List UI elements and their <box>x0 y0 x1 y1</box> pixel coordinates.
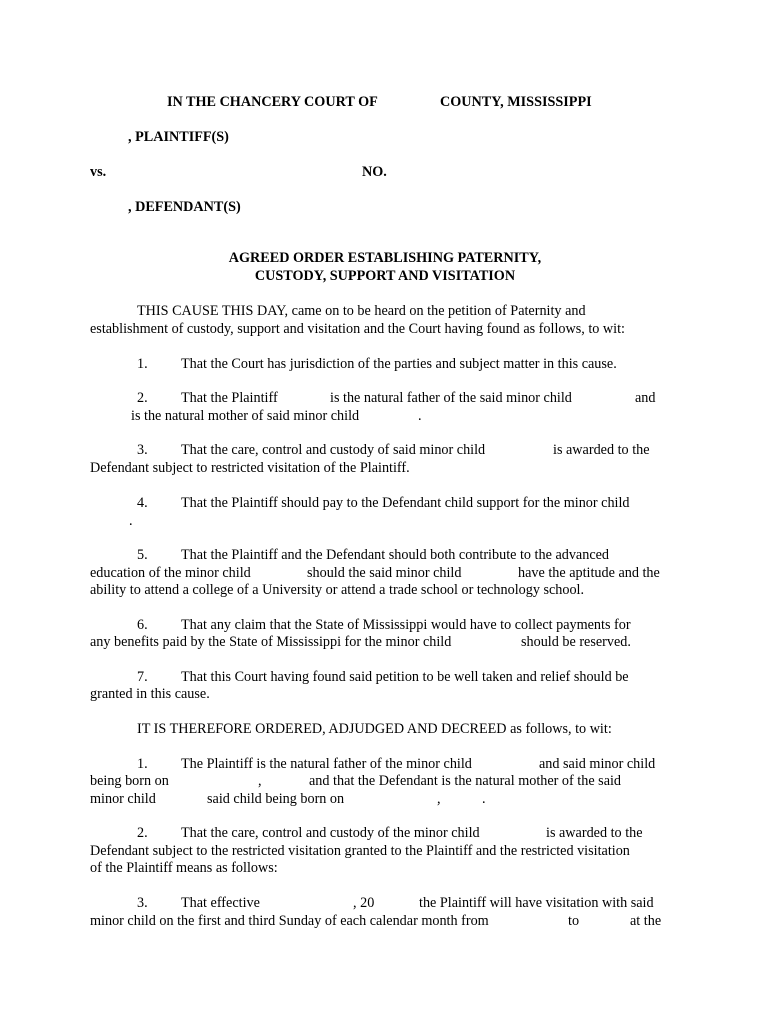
finding-5-line2-a: education of the minor child <box>90 565 251 581</box>
order-2-line3: of the Plaintiff means as follows: <box>90 860 278 876</box>
order-1-number: 1. <box>137 756 148 772</box>
finding-1-number: 1. <box>137 356 148 372</box>
finding-4-text: That the Plaintiff should pay to the Defendant child support for the minor child <box>181 495 630 511</box>
order-3-line2-c: at the <box>630 913 662 929</box>
order-2-text-b: is awarded to the <box>546 825 643 841</box>
order-1-line3-a: minor child <box>90 791 156 807</box>
finding-6-text: That any claim that the State of Mississippi would have to collect payments for <box>181 617 631 633</box>
court-name-prefix: IN THE CHANCERY COURT OF <box>167 94 378 110</box>
order-2-number: 2. <box>137 825 148 841</box>
finding-6-line2-a: any benefits paid by the State of Mississippi for the minor child <box>90 634 452 650</box>
court-name-suffix: COUNTY, MISSISSIPPI <box>440 94 592 110</box>
finding-7-number: 7. <box>137 669 148 685</box>
order-2-text-a: That the care, control and custody of the minor child <box>181 825 480 841</box>
finding-5-text: That the Plaintiff and the Defendant should both contribute to the advanced <box>181 547 610 563</box>
order-1-line2-a: being born on <box>90 773 169 789</box>
finding-2-text-c: and <box>635 390 656 406</box>
order-title-line1: AGREED ORDER ESTABLISHING PATERNITY, <box>228 250 542 266</box>
finding-3-text-b: is awarded to the <box>553 442 650 458</box>
order-2-line2: Defendant subject to the restricted visitation granted to the Plaintiff and the restricted visitation <box>90 843 630 859</box>
order-3-line2-b: to <box>568 913 580 929</box>
finding-3-text-a: That the care, control and custody of said minor child <box>181 442 486 458</box>
finding-1-text: That the Court has jurisdiction of the parties and subject matter in this cause. <box>181 356 617 372</box>
ordered-heading: IT IS THEREFORE ORDERED, ADJUDGED AND DECREED as follows, to wit: <box>137 721 612 737</box>
finding-4-number: 4. <box>137 495 148 511</box>
order-title-line2: CUSTODY, SUPPORT AND VISITATION <box>254 268 516 284</box>
finding-2-line2-b: . <box>418 408 422 424</box>
finding-2-text-b: is the natural father of the said minor child <box>330 390 572 406</box>
finding-5-line3: ability to attend a college of a University or attend a trade school or technology school. <box>90 582 585 598</box>
order-1-text-b: and said minor child <box>539 756 656 772</box>
finding-2-number: 2. <box>137 390 148 406</box>
finding-5-number: 5. <box>137 547 148 563</box>
defendant-label: , DEFENDANT(S) <box>128 199 241 215</box>
intro-line1: THIS CAUSE THIS DAY, came on to be heard on the petition of Paternity and <box>137 303 586 319</box>
order-3-line2-a: minor child on the first and third Sunday of each calendar month from <box>90 913 489 929</box>
versus-label: vs. <box>90 164 107 180</box>
order-3-text-c: the Plaintiff will have visitation with said <box>419 895 654 911</box>
finding-6-line2-b: should be reserved. <box>521 634 631 650</box>
order-3-number: 3. <box>137 895 148 911</box>
finding-7-text: That this Court having found said petition to be well taken and relief should be <box>181 669 629 685</box>
order-1-text-a: The Plaintiff is the natural father of the minor child <box>181 756 472 772</box>
finding-5-line2-b: should the said minor child <box>307 565 462 581</box>
order-1-line2-c: and that the Defendant is the natural mother of the said <box>309 773 622 789</box>
order-1-line2-b: , <box>258 773 262 789</box>
finding-2-text-a: That the Plaintiff <box>181 390 278 406</box>
order-1-line3-c: , <box>437 791 441 807</box>
finding-5-line2-c: have the aptitude and the <box>518 565 660 581</box>
order-3-text-a: That effective <box>181 895 260 911</box>
finding-3-line2: Defendant subject to restricted visitation of the Plaintiff. <box>90 460 410 476</box>
case-number-label: NO. <box>362 164 387 180</box>
order-3-text-b: , 20 <box>353 895 375 911</box>
plaintiff-label: , PLAINTIFF(S) <box>128 129 229 145</box>
order-1-line3-d: . <box>482 791 486 807</box>
finding-4-line2: . <box>129 513 133 529</box>
intro-line2: establishment of custody, support and visitation and the Court having found as follows, to wit: <box>90 321 625 337</box>
finding-7-line2: granted in this cause. <box>90 686 210 702</box>
finding-6-number: 6. <box>137 617 148 633</box>
order-1-line3-b: said child being born on <box>207 791 345 807</box>
finding-3-number: 3. <box>137 442 148 458</box>
finding-2-line2-a: is the natural mother of said minor child <box>131 408 360 424</box>
